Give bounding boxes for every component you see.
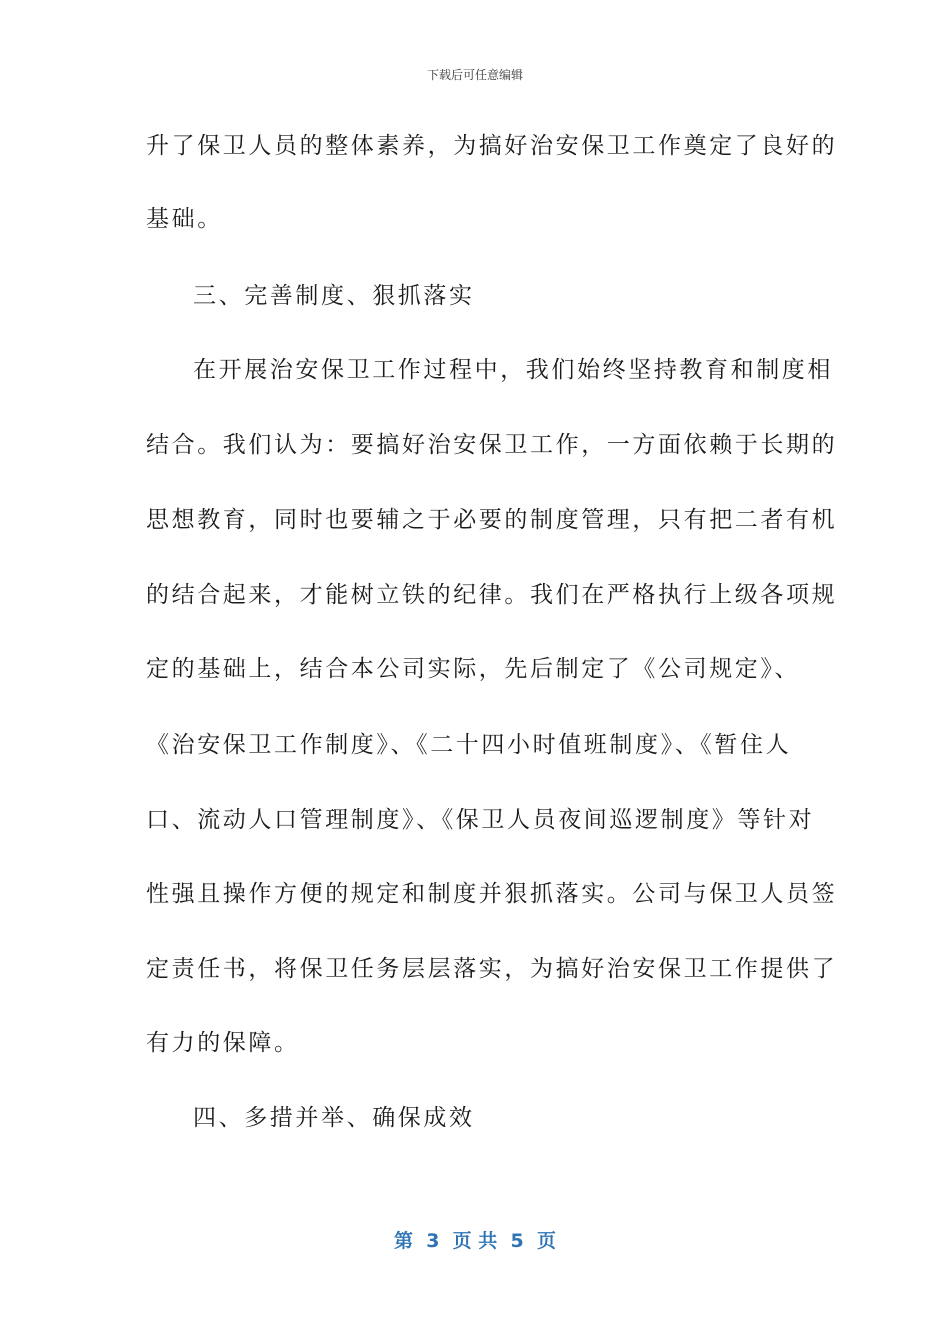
body-line-10: 口、流动人口管理制度》、《保卫人员夜间巡逻制度》等针对 — [146, 807, 815, 833]
section-heading-3: 三、完善制度、狠抓落实 — [193, 283, 475, 309]
page-number-footer: 第 3 页 共 5 页 — [394, 1230, 556, 1252]
body-line-11: 性强且操作方便的规定和制度并狠抓落实。公司与保卫人员签 — [146, 881, 838, 907]
section-heading-4: 四、多措并举、确保成效 — [193, 1105, 475, 1131]
body-line-9: 《治安保卫工作制度》、《二十四小时值班制度》、《暂住人 — [146, 732, 792, 758]
body-line-6: 思想教育，同时也要辅之于必要的制度管理，只有把二者有机 — [146, 507, 838, 533]
body-line-12: 定责任书，将保卫任务层层落实，为搞好治安保卫工作提供了 — [146, 956, 838, 982]
body-line-8: 定的基础上，结合本公司实际，先后制定了《公司规定》、 — [146, 656, 801, 682]
body-line-5: 结合。我们认为：要搞好治安保卫工作，一方面依赖于长期的 — [146, 432, 838, 458]
body-line-1: 升了保卫人员的整体素养，为搞好治安保卫工作奠定了良好的 — [146, 133, 838, 159]
paragraph-first-line: 在开展治安保卫工作过程中，我们始终坚持教育和制度相 — [193, 357, 833, 383]
body-line-13: 有力的保障。 — [146, 1030, 300, 1056]
body-line-7: 的结合起来，才能树立铁的纪律。我们在严格执行上级各项规 — [146, 582, 838, 608]
body-line-2: 基础。 — [146, 206, 223, 232]
page-header: 下载后可任意编辑 — [426, 68, 523, 82]
